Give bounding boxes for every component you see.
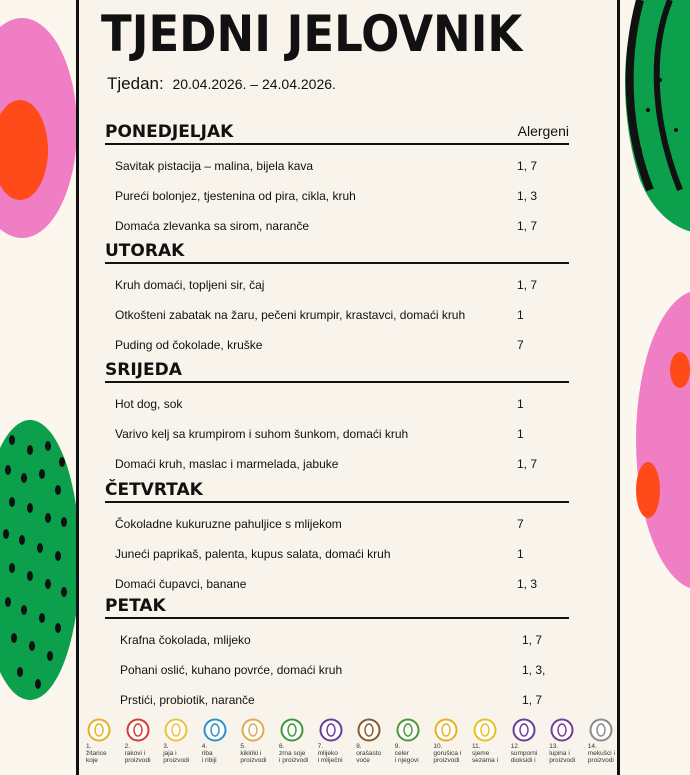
soy-icon	[280, 718, 304, 742]
meal-text: Savitak pistacija – malina, bijela kava	[115, 159, 314, 173]
allergen-label: 10. gorušica i proizvodi	[433, 743, 462, 764]
meal-text: Puding od čokolade, kruške	[115, 338, 263, 352]
week-range	[107, 74, 336, 94]
meal-text: Varivo kelj sa krumpirom i suhom šunkom, domaći kruh	[115, 427, 409, 441]
page-title: TJEDNI JELOVNIK	[101, 5, 523, 63]
allergen-label: 2. rakovi i proizvodi	[124, 743, 151, 764]
allergen-label: 7. mlijeko i mliječni	[317, 743, 343, 764]
mollusc-icon	[589, 718, 613, 742]
day-name: SRIJEDA	[105, 360, 182, 380]
meal-allergens: 1, 7	[517, 159, 538, 173]
day-name: PETAK	[105, 596, 166, 616]
meal-allergens: 1, 7	[522, 693, 543, 707]
meal-allergens: 1	[517, 427, 524, 441]
meal-allergens: 1, 3,	[522, 663, 546, 677]
meal-text: Hot dog, sok	[115, 397, 183, 411]
day-heading	[105, 122, 569, 145]
meal-row	[115, 219, 555, 233]
allergen-label: 12. sumporni dioksidi i	[510, 743, 538, 764]
meal-row	[120, 693, 560, 707]
celery-icon	[396, 718, 420, 742]
day-heading	[105, 241, 569, 264]
meal-row	[115, 547, 555, 561]
allergen-label: 8. orašasto voće	[356, 743, 382, 764]
meal-text: Juneći paprikaš, palenta, kupus salata, domaći kruh	[115, 547, 391, 561]
meal-allergens: 1, 7	[517, 219, 538, 233]
fish-icon	[203, 718, 227, 742]
allergen-item	[317, 718, 357, 764]
meal-row	[115, 427, 555, 441]
meal-row	[115, 577, 555, 591]
day-heading	[105, 596, 569, 619]
allergen-legend	[79, 716, 623, 775]
allergen-item	[239, 718, 279, 764]
meal-text: Prstići, probiotik, naranče	[120, 693, 255, 707]
day-name: PONEDJELJAK	[105, 122, 234, 142]
wheat-icon	[87, 718, 111, 742]
meal-text: Pureći bolonjez, tjestenina od pira, cikla, kruh	[115, 189, 356, 203]
meal-row	[120, 663, 560, 677]
meal-row	[115, 189, 555, 203]
allergen-label: 1. žitarice koje	[86, 743, 107, 764]
sulphite-icon	[512, 718, 536, 742]
meal-row	[115, 278, 555, 292]
allergen-item	[201, 718, 241, 764]
meal-text: Domaći kruh, maslac i marmelada, jabuke	[115, 457, 339, 471]
meal-allergens: 7	[517, 517, 524, 531]
allergen-item	[432, 718, 472, 764]
week-dates: 20.04.2026. – 24.04.2026.	[172, 76, 336, 92]
allergen-label: 11. sjeme sezama i	[472, 743, 499, 764]
allergen-item	[510, 718, 550, 764]
meal-allergens: 1	[517, 308, 524, 322]
allergen-item	[548, 718, 588, 764]
day-name: ČETVRTAK	[105, 480, 203, 500]
meal-row	[115, 397, 555, 411]
allergen-item	[162, 718, 202, 764]
meal-allergens: 1, 3	[517, 189, 538, 203]
meal-allergens: 1, 7	[517, 278, 538, 292]
allergen-item	[85, 718, 125, 764]
meal-allergens: 1	[517, 547, 524, 561]
lupin-icon	[550, 718, 574, 742]
meal-text: Domaći čupavci, banane	[115, 577, 247, 591]
meal-text: Krafna čokolada, mlijeko	[120, 633, 251, 647]
sesame-icon	[473, 718, 497, 742]
allergen-item	[394, 718, 434, 764]
crab-icon	[126, 718, 150, 742]
meal-allergens: 1, 7	[522, 633, 543, 647]
meal-row	[120, 633, 560, 647]
meal-text: Čokoladne kukuruzne pahuljice s mlijekom	[115, 517, 342, 531]
day-heading	[105, 480, 569, 503]
peanut-icon	[241, 718, 265, 742]
nut-icon	[357, 718, 381, 742]
meal-row	[115, 517, 555, 531]
allergen-label: 13. lupina i proizvodi	[549, 743, 576, 764]
allergen-label: 6. zrna soje i proizvodi	[279, 743, 309, 764]
meal-row	[115, 338, 555, 352]
allergen-label: 4. riba i ribiji	[201, 743, 217, 764]
meal-text: Pohani oslić, kuhano povrće, domaći kruh	[120, 663, 343, 677]
meal-row	[115, 159, 555, 173]
allergen-column-header: Alergeni	[517, 123, 569, 139]
allergen-item	[587, 718, 627, 764]
meal-text: Kruh domaći, topljeni sir, čaj	[115, 278, 265, 292]
allergen-label: 5. kikiriki i proizvodi	[240, 743, 267, 764]
menu-sheet	[76, 0, 620, 775]
allergen-label: 3. jaja i proizvodi	[163, 743, 190, 764]
day-heading	[105, 360, 569, 383]
milk-icon	[319, 718, 343, 742]
meal-row	[115, 457, 555, 471]
meal-text: Domaća zlevanka sa sirom, naranče	[115, 219, 310, 233]
week-label: Tjedan:	[107, 74, 164, 93]
mustard-icon	[434, 718, 458, 742]
day-name: UTORAK	[105, 241, 185, 261]
allergen-item	[355, 718, 395, 764]
meal-allergens: 7	[517, 338, 524, 352]
meal-allergens: 1, 3	[517, 577, 538, 591]
meal-text: Otkošteni zabatak na žaru, pečeni krumpir, krastavci, domaći kruh	[115, 308, 466, 322]
meal-row	[115, 308, 555, 322]
allergen-label: 14. mekušci i proizvodi	[587, 743, 615, 764]
allergen-item	[124, 718, 164, 764]
allergen-item	[471, 718, 511, 764]
egg-icon	[164, 718, 188, 742]
meal-allergens: 1	[517, 397, 524, 411]
meal-allergens: 1, 7	[517, 457, 538, 471]
allergen-label: 9. celer i njegovi	[394, 743, 419, 764]
allergen-item	[278, 718, 318, 764]
